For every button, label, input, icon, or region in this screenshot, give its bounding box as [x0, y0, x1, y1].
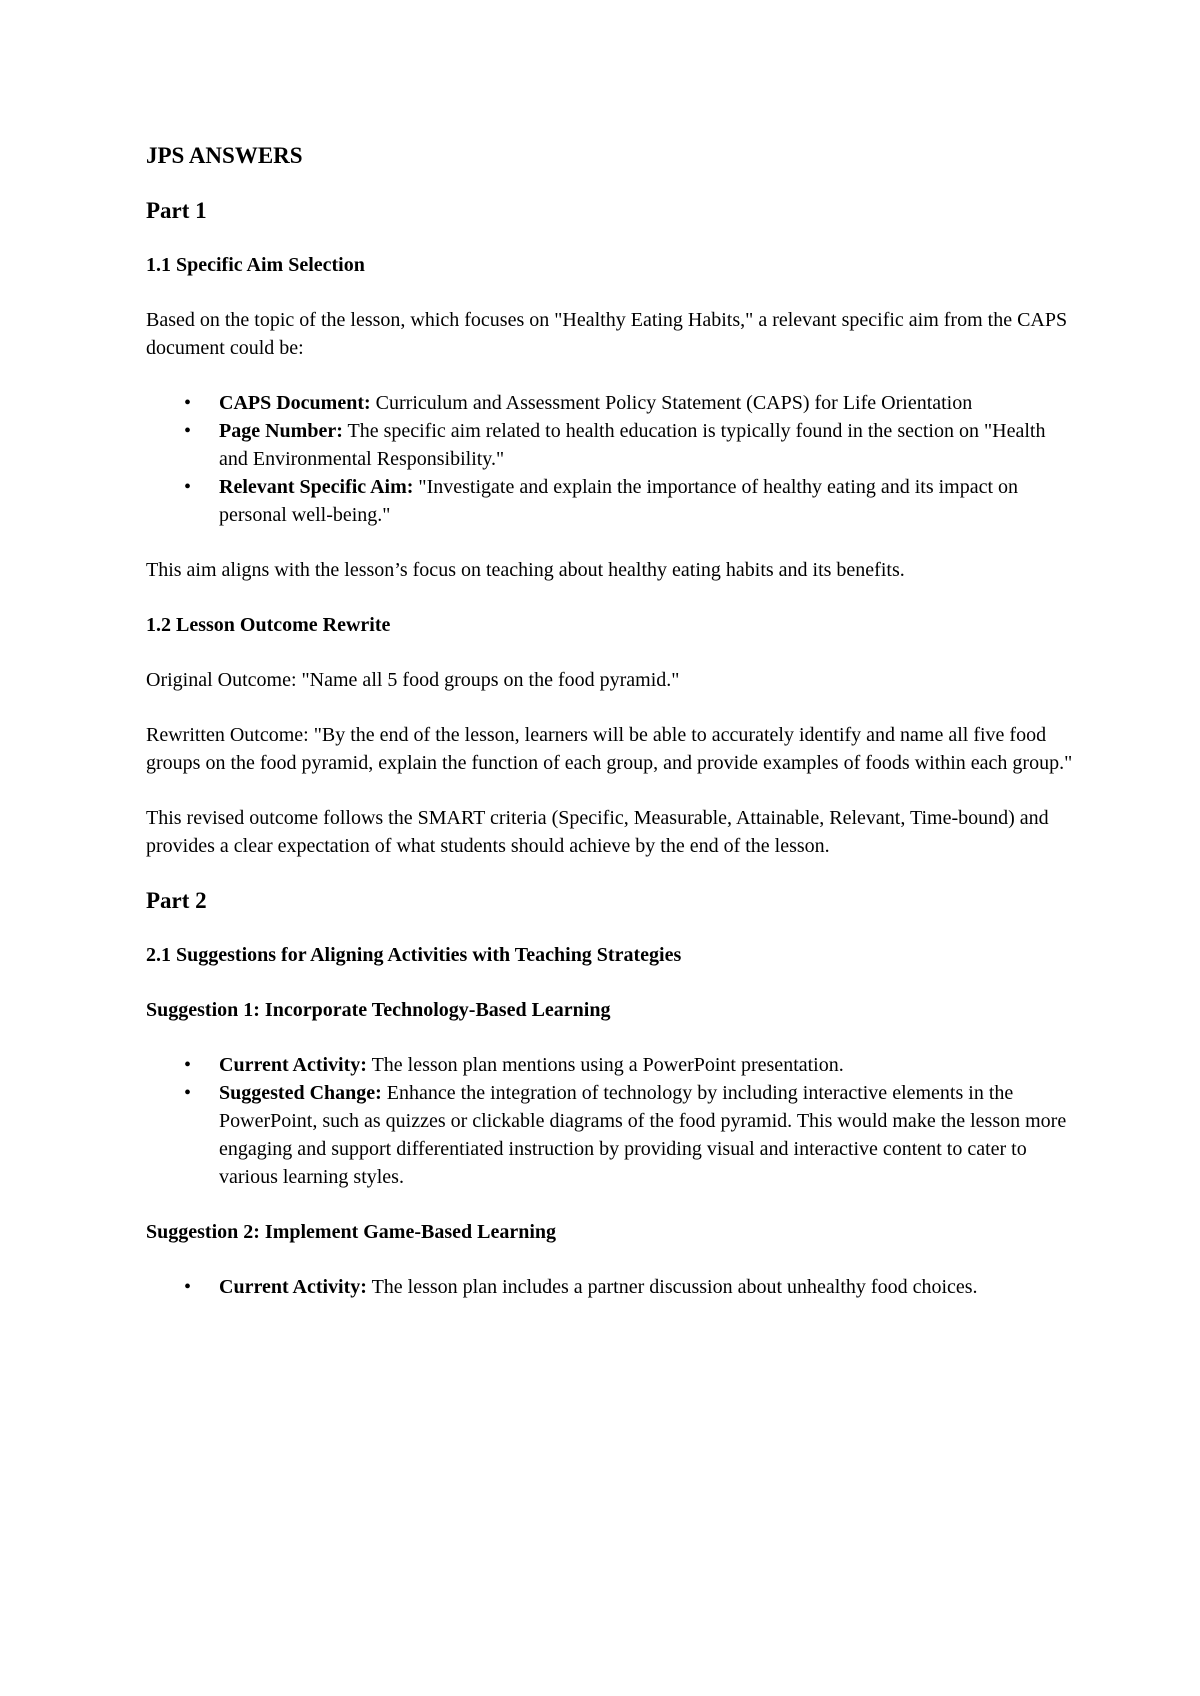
suggestion-2-bullet-list — [146, 1273, 1076, 1301]
section-1-1-intro: Based on the topic of the lesson, which focuses on "Healthy Eating Habits," a relevant specific aim from the CAPS document could be: — [146, 309, 1068, 359]
bullet-text: The lesson plan includes a partner discussion about unhealthy food choices. — [366, 1276, 978, 1298]
bullet-icon: • — [184, 1054, 192, 1076]
bullet-icon: • — [184, 420, 192, 442]
bullet-text: The lesson plan mentions using a PowerPoint presentation. — [366, 1054, 844, 1076]
rewritten-outcome: Rewritten Outcome: "By the end of the lesson, learners will be able to accurately identify and name all five food groups on the food pyramid, explain the function of each group, and provide examples of foods within each group." — [146, 724, 1073, 774]
section-1-1-heading: 1.1 Specific Aim Selection — [146, 254, 365, 276]
section-1-1-closing: This aim aligns with the lesson’s focus on teaching about healthy eating habits and its benefits. — [146, 559, 905, 581]
part-2-heading: Part 2 — [146, 888, 207, 913]
original-outcome: Original Outcome: "Name all 5 food groups on the food pyramid." — [146, 669, 680, 691]
bullet-label: CAPS Document: — [219, 392, 371, 414]
bullet-label: Current Activity: — [219, 1276, 367, 1298]
suggestion-1-heading: Suggestion 1: Incorporate Technology-Based Learning — [146, 999, 611, 1021]
bullet-text: Curriculum and Assessment Policy Statement (CAPS) for Life Orientation — [370, 392, 973, 414]
list-item — [146, 473, 1076, 529]
bullet-text: "Investigate and explain the importance of healthy eating and its impact on personal well-being." — [219, 476, 1019, 526]
list-item — [146, 389, 1076, 417]
bullet-text: Enhance the integration of technology by including interactive elements in the PowerPoint, such as quizzes or clickable diagrams of the food pyramid. This would make the lesson more engaging and support differentiated instruction by providing visual and interactive content to cater to various learning styles. — [219, 1082, 1067, 1188]
section-2-1-heading: 2.1 Suggestions for Aligning Activities with Teaching Strategies — [146, 944, 682, 966]
bullet-label: Suggested Change: — [219, 1082, 382, 1104]
section-1-2-heading: 1.2 Lesson Outcome Rewrite — [146, 614, 391, 636]
bullet-label: Page Number: — [219, 420, 343, 442]
bullet-icon: • — [184, 476, 192, 498]
section-1-1-bullet-list — [146, 389, 1076, 529]
list-item — [146, 1273, 1076, 1301]
list-item — [146, 1051, 1076, 1079]
bullet-icon: • — [184, 1082, 192, 1104]
part-1-heading: Part 1 — [146, 198, 207, 223]
document-title: JPS ANSWERS — [146, 143, 303, 168]
bullet-label: Current Activity: — [219, 1054, 367, 1076]
bullet-icon: • — [184, 1276, 192, 1298]
bullet-label: Relevant Specific Aim: — [219, 476, 414, 498]
suggestion-2-heading: Suggestion 2: Implement Game-Based Learning — [146, 1221, 556, 1243]
list-item — [146, 1079, 1076, 1191]
bullet-icon: • — [184, 392, 192, 414]
bullet-text: The specific aim related to health education is typically found in the section on "Health and Environmental Responsibility." — [219, 420, 1046, 470]
section-1-2-closing: This revised outcome follows the SMART criteria (Specific, Measurable, Attainable, Relevant, Time-bound) and provides a clear expectation of what students should achieve by the end of the lesson. — [146, 807, 1049, 857]
document-page — [146, 142, 1076, 1328]
list-item — [146, 417, 1076, 473]
suggestion-1-bullet-list — [146, 1051, 1076, 1191]
